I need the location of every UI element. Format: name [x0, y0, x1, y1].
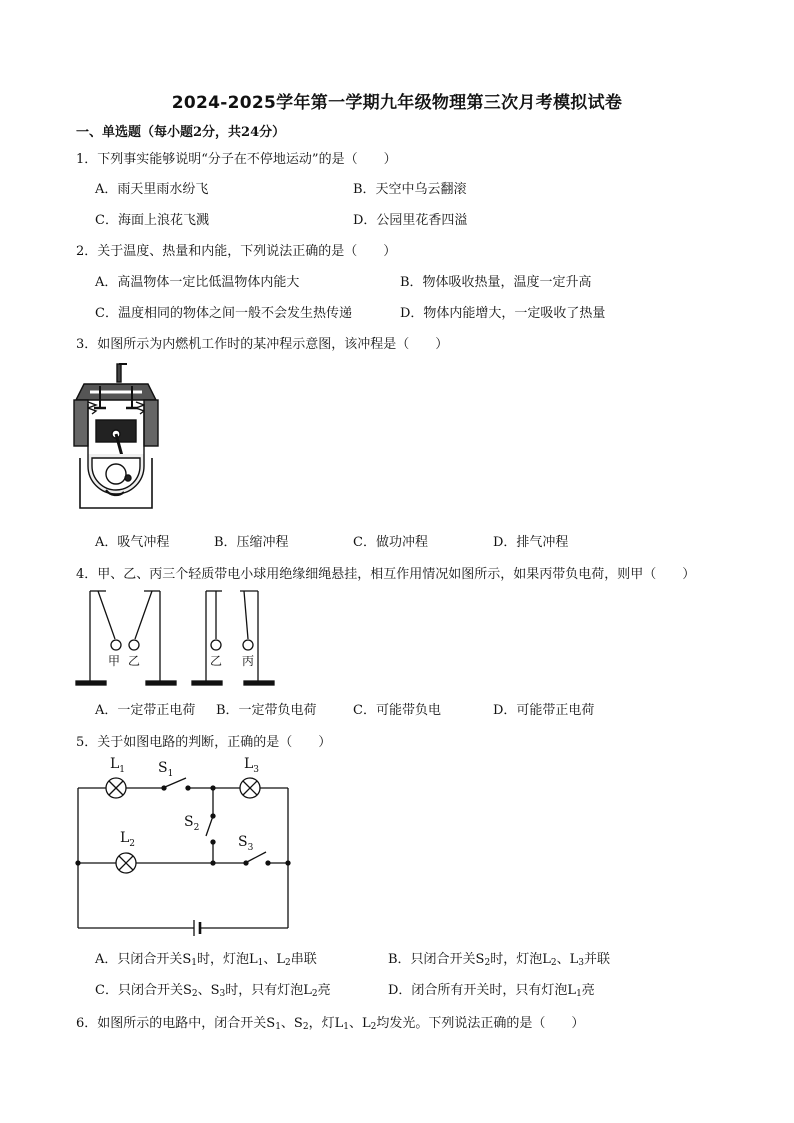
label-s2: $S_2$ [184, 814, 200, 833]
question-1-stem: 1．下列事实能够说明“分子在不停地运动”的是（ ） [76, 152, 397, 167]
label-s1: $S_1$ [158, 760, 174, 779]
ball-label: 乙 [210, 654, 223, 668]
section-heading: 一、单选题（每小题2分，共24分） [76, 125, 286, 140]
q4-option-b[interactable]: B．一定带负电荷 [216, 703, 317, 718]
circuit-diagram [70, 750, 300, 940]
q4-option-c[interactable]: C．可能带负电 [353, 703, 441, 718]
q3-option-b[interactable]: B．压缩冲程 [214, 535, 289, 550]
q4-option-a[interactable]: A．一定带正电荷 [95, 703, 196, 718]
question-6-stem: 6．如图所示的电路中，闭合开关$S_1$、$S_2$，灯$L_1$、$L_2$均发光。下列说法正确的是（ ） [76, 1016, 585, 1032]
q4-option-d[interactable]: D．可能带正电荷 [493, 703, 595, 718]
question-4-stem: 4．甲、乙、丙三个轻质带电小球用绝缘细绳悬挂，相互作用情况如图所示，如果丙带负电荷，则甲（ ） [76, 567, 696, 582]
q5-option-a[interactable]: A．只闭合开关$S_1$时，灯泡$L_1$、$L_2$串联 [95, 952, 317, 968]
label-l1: $L_1$ [110, 756, 126, 775]
q2-option-d[interactable]: D．物体内能增大，一定吸收了热量 [400, 306, 606, 321]
page-title: 2024-2025学年第一学期九年级物理第三次月考模拟试卷 [171, 93, 623, 113]
ball-label: 甲 [108, 654, 121, 668]
q1-option-a[interactable]: A．雨天里雨水纷飞 [95, 182, 209, 197]
q2-option-b[interactable]: B．物体吸收热量，温度一定升高 [400, 275, 592, 290]
label-l2: $L_2$ [120, 830, 136, 849]
q5-option-d[interactable]: D．闭合所有开关时，只有灯泡$L_1$亮 [388, 983, 595, 999]
q1-option-b[interactable]: B．天空中乌云翻滚 [353, 182, 467, 197]
q2-option-a[interactable]: A．高温物体一定比低温物体内能大 [95, 275, 300, 290]
q2-option-c[interactable]: C．温度相同的物体之间一般不会发生热传递 [95, 306, 352, 321]
engine-diagram [70, 362, 162, 510]
ball-label: 丙 [242, 654, 255, 668]
q3-option-d[interactable]: D．排气冲程 [493, 535, 569, 550]
q5-option-b[interactable]: B．只闭合开关$S_2$时，灯泡$L_2$、$L_3$并联 [388, 952, 610, 968]
q3-option-a[interactable]: A．吸气冲程 [95, 535, 170, 550]
q1-option-c[interactable]: C．海面上浪花飞溅 [95, 213, 209, 228]
label-l3: $L_3$ [244, 756, 260, 775]
charged-balls-diagram [72, 583, 282, 693]
q3-option-c[interactable]: C．做功冲程 [353, 535, 428, 550]
question-5-stem: 5．关于如图电路的判断，正确的是（ ） [76, 735, 332, 750]
label-s3: $S_3$ [238, 834, 254, 853]
question-3-stem: 3．如图所示为内燃机工作时的某冲程示意图，该冲程是（ ） [76, 337, 449, 352]
q5-option-c[interactable]: C．只闭合开关$S_2$、$S_3$时，只有灯泡$L_2$亮 [95, 983, 331, 999]
ball-label: 乙 [128, 654, 141, 668]
question-2-stem: 2．关于温度、热量和内能，下列说法正确的是（ ） [76, 244, 397, 259]
q1-option-d[interactable]: D．公园里花香四溢 [353, 213, 468, 228]
